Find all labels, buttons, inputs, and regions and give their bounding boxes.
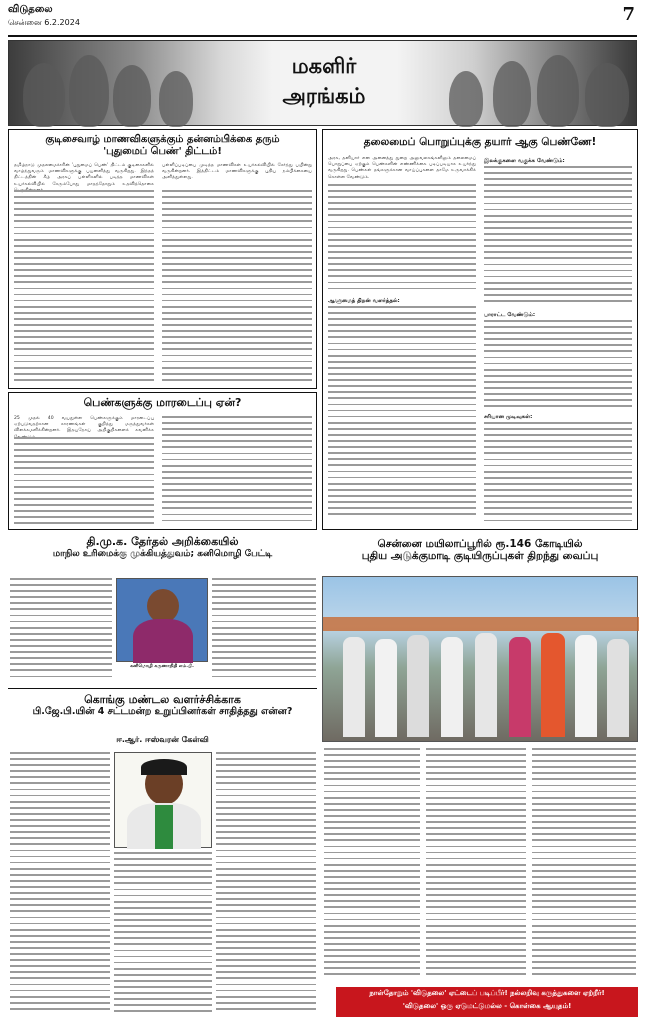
banner-photo-figure [113, 65, 151, 127]
banner-photo-figure [69, 55, 109, 127]
article-leadership-col2c [484, 422, 632, 526]
article-leadership-subhead: ஆளுமைத் திறன் வளர்த்தல்: [328, 298, 400, 304]
article-heart-lead: 25 முதல் 40 வயதுள்ள பெண்களுக்கும் மாரடைப்பு ஏற்படுவதற்கான காரணங்கள் குறித்து மருத்துவர்கள் விளக்கமளிக்கின்றனர். இதயநோய் அறிகுறிகளைக் கவனிக்க [14, 416, 154, 434]
article-leadership-subhead: சரியான முடிவுகள்: [484, 414, 533, 420]
article-kongu-byline: ஈ.ஆர். ஈஸ்வரன் கேள்வி [116, 735, 209, 744]
article-heart-col2 [162, 416, 312, 527]
banner-photo-figure [449, 71, 483, 127]
article-dmk-col2 [212, 578, 316, 682]
paper-name: விடுதலை [8, 4, 53, 15]
article-leadership-col1a [328, 184, 476, 296]
article-dmk-col1 [10, 578, 112, 682]
vidudhalai-promo-banner: நாள்தோறும் 'விடுதலை' ஏட்டைப் படிப்பீர்! நல்லறிவு கருத்துகளை ஏற்றீர்! 'விடுதலை' ஒரு ஏடுமட்டுமல்ல - கொள்கை ஆயுதம்! [336, 987, 638, 1017]
article-heart-headline: பெண்களுக்கு மாரடைப்பு ஏன்? [83, 396, 242, 409]
kanimozhi-photo [116, 578, 208, 662]
article-leadership-col2a [484, 166, 632, 310]
article-kongu-col3 [216, 752, 316, 1020]
article-leadership-headline: தலைமைப் பொறுப்புக்கு தயார் ஆகு பெண்ணே! [363, 136, 597, 148]
article-leadership-col2b [484, 320, 632, 412]
article-leadership-col1b [328, 306, 476, 526]
eswaran-photo [114, 752, 212, 848]
section-title: மகளிர் அரங்கம் [282, 54, 366, 108]
article-mylapore-col2 [426, 748, 526, 982]
article-kongu-headline: கொங்கு மண்டல வளர்ச்சிக்காக பி.ஜே.பி.யின் 4 சட்டமன்ற உறுப்பினர்கள் சாதித்தது என்ன? [32, 693, 293, 717]
section-banner [8, 40, 637, 126]
page-number: 7 [622, 4, 635, 25]
article-pudhumai-lead: தமிழ்நாடு முதலமைச்சரின் 'புதுமைப் பெண்' திட்டம் குடிசைகளில் வாழ்ந்துவரும் மாணவிகளுக்கு பயனளித்து வருகிறது. இந்தத் திட்டத்தின் கீழ் அரசுப் பள்ளிகளில் படித்த மாணவிகள் உயர்கல்வியில் சேரும்போது மாதந்தோறும் உதவித்தொகை [14, 163, 154, 187]
article-pudhumai-col1 [14, 190, 154, 386]
banner-photo-figure [159, 71, 193, 127]
kanimozhi-photo-caption: கனிமொழி கருணாநிதி எம்.பி. [130, 664, 194, 669]
article-kongu-col1 [10, 752, 110, 1020]
article-pudhumai-col2-lead: பள்ளிப்படிப்பை முடித்த மாணவிகள் உயர்கல்வியில் சேர்ந்து பயின்று வருகின்றனர். இத்திட்டம் மாணவிகளுக்கு புதிய நம்பிக்கையை அளித்துள்ளது. [162, 163, 312, 181]
article-mylapore-col1 [324, 748, 420, 982]
header-rule [8, 35, 637, 37]
article-dmk-headline: தி.மு.க. தேர்தல் அறிக்கையில் மாநில உரிமைக்கு முக்கியத்துவம்; கனிமொழி பேட்டி [52, 535, 273, 559]
article-mylapore-col3 [532, 748, 636, 982]
banner-photo-figure [585, 63, 629, 127]
issue-date: சென்னை 6.2.2024 [8, 18, 80, 27]
article-leadership-subhead: இலக்குகளை வகுக்க வேண்டும்: [484, 158, 565, 164]
banner-photo-figure [23, 63, 65, 127]
banner-photo-figure [537, 55, 579, 127]
article-leadership-lead: அரசு, தனியார் என அனைத்து துறை அலுவலகங்களிலும் தலைமைப் பொறுப்பை ஏற்கும் பெண்களின் எண்ணிக்கை படிப்படியாக உயர்ந்து வருகிறது. பெண்கள் தங்களுக்கான வாய்ப்புகளை தாமே உருவாக்கிக் கொள்ள வேண்டும். [328, 156, 476, 180]
article-pudhumai-col2 [162, 190, 312, 386]
banner-photo-figure [493, 61, 531, 127]
article-leadership-subhead: பாராட்ட வேண்டும்: [484, 312, 536, 318]
mylapore-event-photo [322, 576, 638, 742]
article-mylapore-headline: சென்னை மயிலாப்பூரில் ரூ.146 கோடியில் புதிய அடுக்குமாடி குடியிருப்புகள் திறந்து வைப்பு [361, 538, 599, 563]
article-kongu-col2 [114, 852, 212, 1020]
masthead [8, 4, 637, 34]
article-divider [8, 688, 317, 689]
article-pudhumai-headline: குடிசைவாழ் மாணவிகளுக்கும் தன்னம்பிக்கை தரும் 'புதுமைப் பெண்' திட்டம்! [45, 134, 280, 157]
article-heart-col1 [14, 437, 154, 527]
